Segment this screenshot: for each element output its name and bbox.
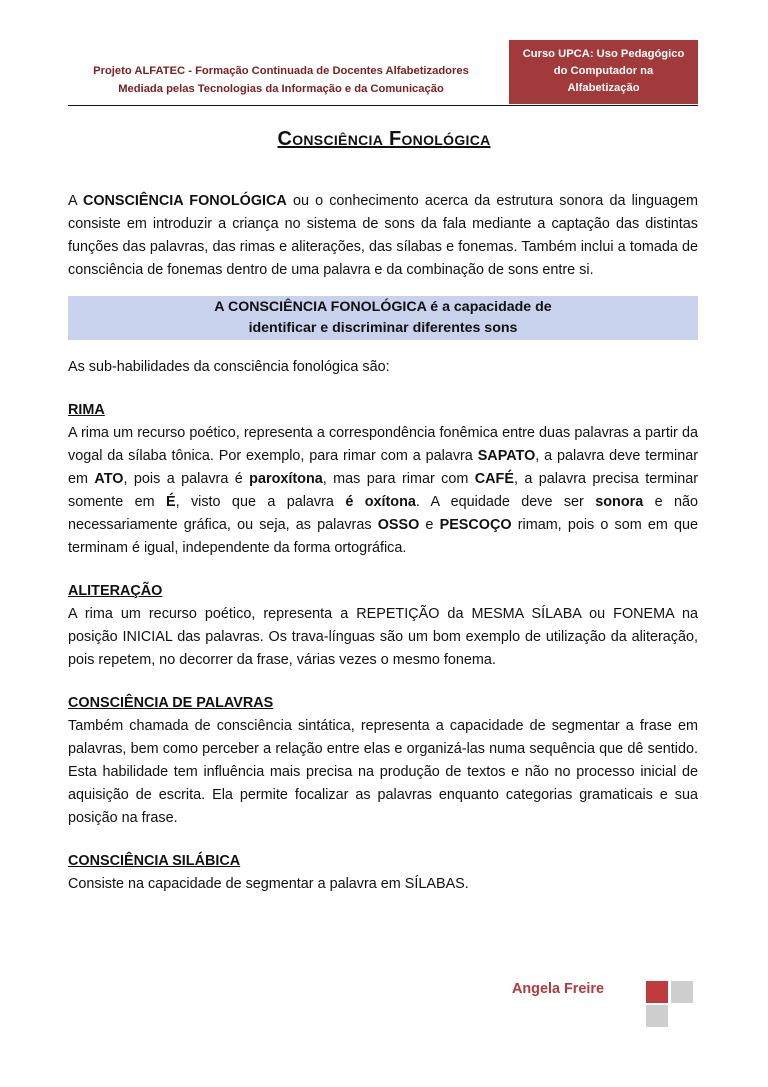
aliteracao-heading: ALITERAÇÃO (68, 583, 163, 599)
rima-bold: PESCOÇO (439, 517, 512, 533)
project-header (60, 62, 502, 98)
rima-bold: é oxítona (345, 494, 416, 510)
project-title-line1: Projeto ALFATEC - Formação Continuada de Docentes Alfabetizadores (93, 65, 469, 77)
rima-bold: CAFÉ (474, 471, 514, 487)
intro-text-a: A (68, 193, 83, 209)
silabica-heading: CONSCIÊNCIA SILÁBICA (68, 853, 241, 869)
rima-text: , visto que a palavra (175, 494, 346, 510)
palavras-heading: CONSCIÊNCIA DE PALAVRAS (68, 695, 274, 711)
project-title-line2: Mediada pelas Tecnologias da Informação e da Comunicação (118, 83, 444, 95)
decorative-square-gray (671, 981, 693, 1003)
rima-bold: sonora (595, 494, 644, 510)
rima-bold: OSSO (377, 517, 420, 533)
rima-text: rimam, pois o som em que terminam é igual, independente da forma ortográfica. (68, 517, 699, 556)
decorative-square-red (646, 981, 668, 1003)
definition-line2: identificar e discriminar diferentes sons (248, 320, 518, 336)
silabica-paragraph: Consiste na capacidade de segmentar a palavra em SÍLABAS. (68, 876, 469, 892)
rima-bold: paroxítona (249, 471, 323, 487)
palavras-paragraph: Também chamada de consciência sintática, representa a capacidade de segmentar a frase em palavras, bem como perceber a relação entre elas e organizá-las numa sequência que dê sentido. Esta habilidade tem influência mais precisa na produção de textos e não no processo inicial de aquisição de escrita. Ela permite focalizar as palavras enquanto categorias gramaticais e sua posição na frase. (68, 718, 698, 826)
aliteracao-paragraph: A rima um recurso poético, representa a REPETIÇÃO da MESMA SÍLABA ou FONEMA na posição INICIAL das palavras. Os trava-línguas são um bom exemplo de utilização da aliteração, pois repetem, no decorrer da frase, várias vezes o mesmo fonema. (68, 606, 698, 668)
subskills-intro: As sub-habilidades da consciência fonológica são: (68, 359, 390, 375)
rima-text: e não necessariamente gráfica, ou seja, as palavras (68, 494, 699, 533)
rima-text: e (419, 517, 440, 533)
rima-text: . A equidade deve ser (415, 494, 596, 510)
intro-term: CONSCIÊNCIA FONOLÓGICA (82, 193, 287, 209)
page-title: Consciência Fonológica (277, 128, 491, 150)
author-name: Angela Freire (512, 981, 604, 997)
rima-bold: SAPATO (477, 448, 536, 464)
rima-paragraph (68, 422, 698, 560)
rima-bold: ATO (94, 471, 124, 487)
intro-text-c: ou o conhecimento acerca da estrutura sonora da linguagem consiste em introduzir a criança no sistema de sons da fala mediante a captação das distintas funções das palavras, das rimas e aliterações, das sílabas e fonemas. Também inclui a tomada de consciência de fonemas dentro de uma palavra e da combinação de sons entre si. (68, 193, 698, 278)
header-divider (68, 105, 698, 106)
course-line1: Curso UPCA: Uso Pedagógico (522, 48, 685, 60)
rima-text: , a palavra precisa terminar somente em (68, 471, 698, 510)
rima-heading: RIMA (68, 402, 105, 418)
intro-paragraph (68, 190, 698, 282)
rima-text: , a palavra deve terminar em (68, 448, 699, 487)
rima-bold: É (165, 494, 176, 510)
decorative-square-gray (646, 1005, 668, 1027)
course-line3: Alfabetização (567, 82, 640, 94)
definition-line1: A CONSCIÊNCIA FONOLÓGICA é a capacidade de (214, 299, 552, 315)
rima-text: , mas para rimar com (322, 471, 475, 487)
rima-text: A rima um recurso poético, representa a correspondência fonêmica entre duas palavras a partir da vogal da sílaba tônica. Por exemplo, para rimar com a palavra (68, 425, 698, 464)
rima-text: , pois a palavra é (123, 471, 250, 487)
course-badge (509, 40, 698, 104)
course-line2: do Computador na (553, 65, 654, 77)
document-body (68, 190, 698, 896)
definition-highlight (68, 296, 698, 340)
